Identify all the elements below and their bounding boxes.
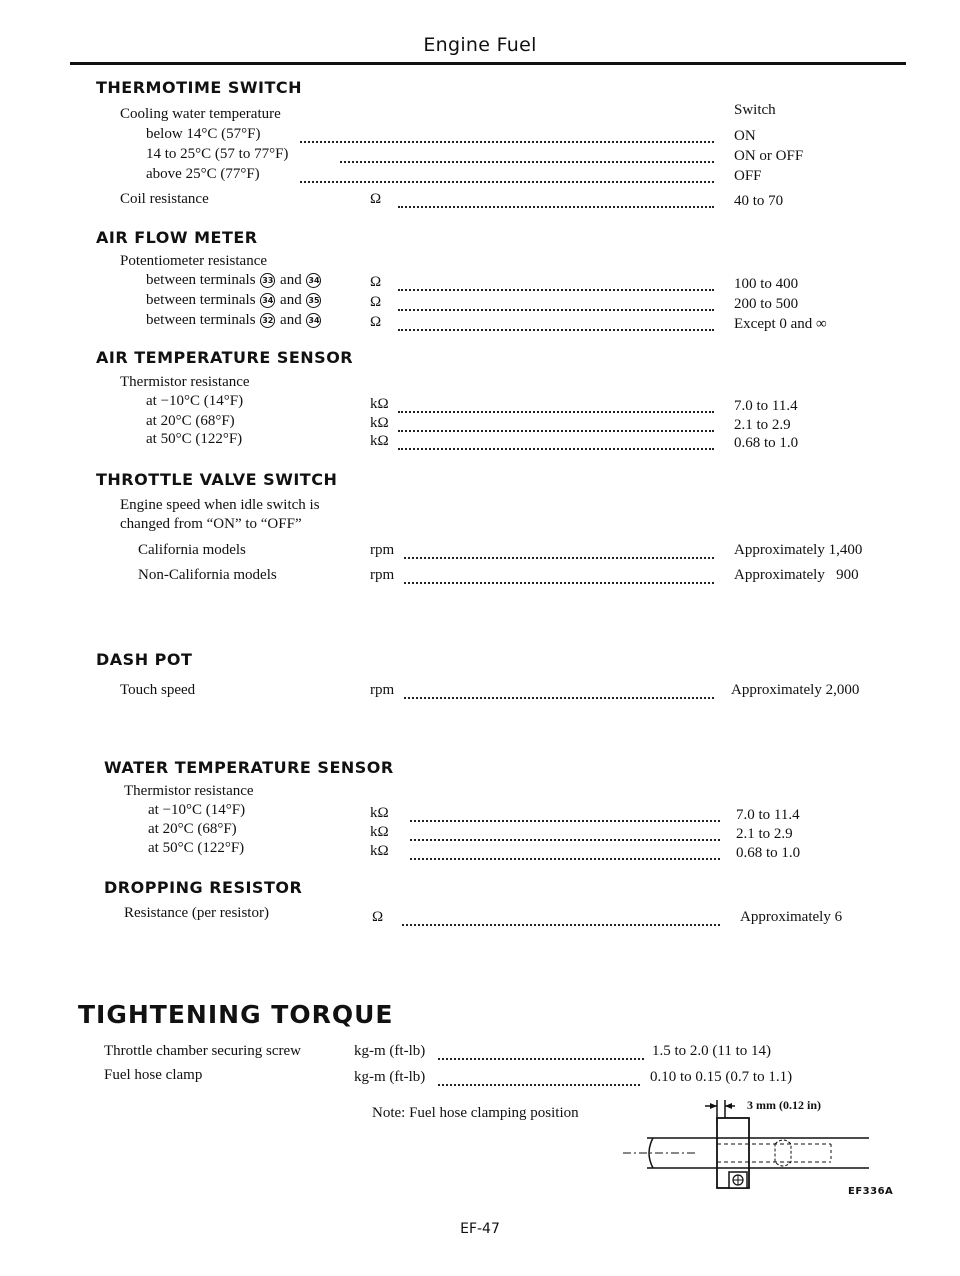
unit-label: Ω — [370, 294, 382, 310]
header-rule — [70, 62, 906, 65]
leader-dots — [398, 287, 714, 291]
unit-label: kΩ — [370, 415, 389, 431]
coil-resistance-value: 40 to 70 — [734, 193, 784, 209]
touch-speed-label: Touch speed — [120, 682, 196, 698]
cooling-water-label: Cooling water temperature — [120, 106, 281, 122]
airtemp-row-label: at 50°C (122°F) — [146, 431, 243, 447]
thermotime-row-label: above 25°C (77°F) — [146, 166, 260, 182]
terminal-number-icon: 34 — [306, 313, 321, 328]
coil-resistance-label: Coil resistance — [120, 191, 209, 207]
airtemp-row-value: 2.1 to 2.9 — [734, 417, 791, 433]
terminal-row-label — [146, 312, 322, 329]
leader-dots — [410, 837, 720, 841]
airtemp-row-value: 0.68 to 1.0 — [734, 435, 799, 451]
unit-label: kΩ — [370, 805, 389, 821]
watertemp-row-value: 7.0 to 11.4 — [736, 807, 800, 823]
clamping-note: Note: Fuel hose clamping position — [372, 1105, 579, 1121]
section-title-throttle: THROTTLE VALVE SWITCH — [96, 470, 338, 489]
and-text: and — [280, 272, 302, 288]
unit-label: Ω — [370, 191, 382, 207]
watertemp-row-label: at 20°C (68°F) — [148, 821, 237, 837]
airtemp-row-label: at 20°C (68°F) — [146, 413, 235, 429]
terminal-row-value: Except 0 and ∞ — [734, 316, 827, 332]
torque-row-label: Fuel hose clamp — [104, 1067, 203, 1083]
torque-row-label: Throttle chamber securing screw — [104, 1043, 301, 1059]
touch-speed-value: Approximately 2,000 — [731, 682, 860, 698]
leader-dots — [300, 179, 714, 183]
unit-label: kΩ — [370, 433, 389, 449]
leader-dots — [340, 159, 714, 163]
torque-unit-label: kg-m (ft-lb) — [354, 1069, 426, 1085]
page-number: EF-47 — [460, 1221, 500, 1237]
section-title-airflow: AIR FLOW METER — [96, 228, 258, 247]
figure-code: EF336A — [848, 1186, 894, 1197]
airtemp-row-label: at −10°C (14°F) — [146, 393, 244, 409]
leader-dots — [398, 428, 714, 432]
leader-dots — [404, 695, 714, 699]
unit-label: kΩ — [370, 824, 389, 840]
unit-label: rpm — [370, 567, 395, 583]
leader-dots — [410, 818, 720, 822]
terminal-prefix: between terminals — [146, 292, 256, 308]
thermotime-row-value: OFF — [734, 168, 762, 184]
page-title: Engine Fuel — [423, 34, 537, 56]
leader-dots — [438, 1082, 640, 1086]
potentiometer-label: Potentiometer resistance — [120, 253, 268, 269]
throttle-row-value: Approximately 1,400 — [734, 542, 863, 558]
thermotime-row-value: ON or OFF — [734, 148, 804, 164]
terminal-row-label — [146, 272, 322, 289]
leader-dots — [398, 327, 714, 331]
throttle-desc-line1: Engine speed when idle switch is — [120, 497, 320, 513]
unit-label: Ω — [370, 314, 382, 330]
leader-dots — [404, 555, 714, 559]
section-title-thermotime: THERMOTIME SWITCH — [96, 78, 303, 97]
unit-label: Ω — [370, 274, 382, 290]
terminal-row-value: 100 to 400 — [734, 276, 799, 292]
section-title-dropping: DROPPING RESISTOR — [104, 878, 303, 897]
watertemp-row-label: at −10°C (14°F) — [148, 802, 246, 818]
throttle-row-label: California models — [138, 542, 246, 558]
leader-dots — [402, 922, 720, 926]
leader-dots — [404, 580, 714, 584]
torque-row-value: 1.5 to 2.0 (11 to 14) — [652, 1043, 772, 1059]
leader-dots — [398, 409, 714, 413]
terminal-prefix: between terminals — [146, 312, 256, 328]
unit-label: rpm — [370, 542, 395, 558]
switch-column-head: Switch — [734, 102, 776, 118]
terminal-row-label — [146, 292, 322, 309]
leader-dots — [398, 204, 714, 208]
and-text: and — [280, 292, 302, 308]
leader-dots — [398, 307, 714, 311]
thermotime-row-label: below 14°C (57°F) — [146, 126, 261, 142]
thermistor-label: Thermistor resistance — [124, 783, 254, 799]
resistance-per-resistor-label: Resistance (per resistor) — [124, 905, 269, 921]
throttle-desc-line2: changed from “ON” to “OFF” — [120, 516, 302, 532]
watertemp-row-label: at 50°C (122°F) — [148, 840, 245, 856]
leader-dots — [410, 856, 720, 860]
unit-label: kΩ — [370, 843, 389, 859]
thermotime-row-label: 14 to 25°C (57 to 77°F) — [146, 146, 289, 162]
and-text: and — [280, 312, 302, 328]
terminal-number-icon: 33 — [260, 273, 275, 288]
leader-dots — [438, 1056, 644, 1060]
unit-label: rpm — [370, 682, 395, 698]
terminal-number-icon: 32 — [260, 313, 275, 328]
leader-dots — [398, 446, 714, 450]
terminal-number-icon: 34 — [306, 273, 321, 288]
unit-label: kΩ — [370, 396, 389, 412]
watertemp-row-value: 0.68 to 1.0 — [736, 845, 801, 861]
terminal-row-value: 200 to 500 — [734, 296, 799, 312]
section-title-airtemp: AIR TEMPERATURE SENSOR — [96, 348, 354, 367]
watertemp-row-value: 2.1 to 2.9 — [736, 826, 793, 842]
resistance-per-resistor-value: Approximately 6 — [740, 909, 843, 925]
terminal-prefix: between terminals — [146, 272, 256, 288]
torque-unit-label: kg-m (ft-lb) — [354, 1043, 426, 1059]
section-title-dashpot: DASH POT — [96, 650, 193, 669]
airtemp-row-value: 7.0 to 11.4 — [734, 398, 798, 414]
throttle-row-label: Non-California models — [138, 567, 277, 583]
unit-label: Ω — [372, 909, 384, 925]
section-title-torque: TIGHTENING TORQUE — [78, 1000, 394, 1029]
terminal-number-icon: 35 — [306, 293, 321, 308]
leader-dots — [300, 139, 714, 143]
thermotime-row-value: ON — [734, 128, 756, 144]
thermistor-label: Thermistor resistance — [120, 374, 250, 390]
terminal-number-icon: 34 — [260, 293, 275, 308]
dimension-label: 3 mm (0.12 in) — [747, 1098, 821, 1112]
throttle-row-value: Approximately 900 — [734, 567, 859, 583]
section-title-watertemp: WATER TEMPERATURE SENSOR — [104, 758, 394, 777]
torque-row-value: 0.10 to 0.15 (0.7 to 1.1) — [650, 1069, 793, 1085]
